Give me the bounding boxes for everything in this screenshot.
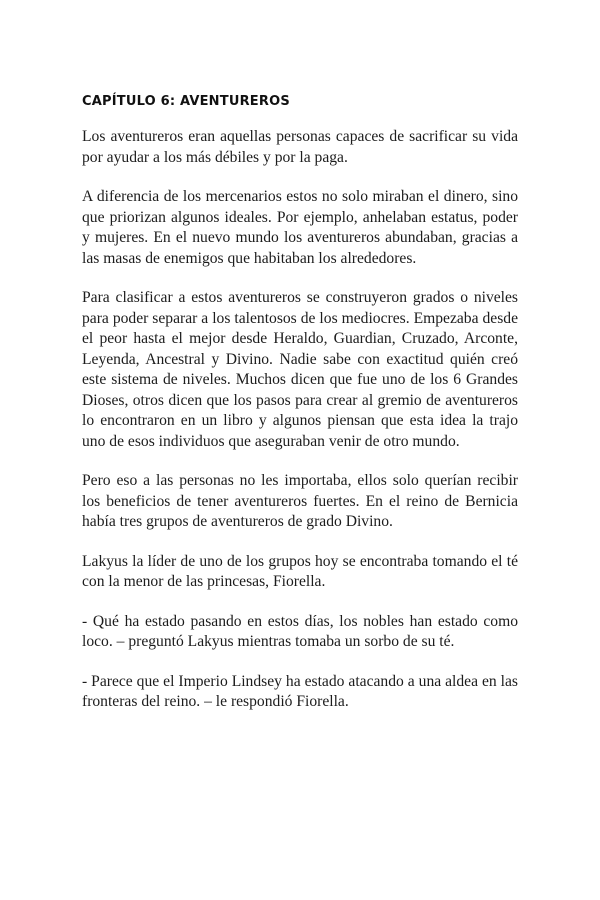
paragraph: Lakyus la líder de uno de los grupos hoy se encontraba tomando el té con la menor de las princesas, Fiorella. <box>82 552 518 590</box>
dialogue-paragraph: - Qué ha estado pasando en estos días, los nobles han estado como loco. – preguntó Lakyus mientras tomaba un sorbo de su té. <box>82 612 518 650</box>
paragraph: Los aventureros eran aquellas personas capaces de sacrificar su vida por ayudar a los más débiles y por la paga. <box>82 128 518 166</box>
paragraph: Pero eso a las personas no les importaba, ellos solo querían recibir los beneficios de tener aventureros fuertes. En el reino de Bernicia había tres grupos de aventureros de grado Divino. <box>82 472 518 530</box>
dialogue-paragraph: - Parece que el Imperio Lindsey ha estado atacando a una aldea en las fronteras del reino. – le respondió Fiorella. <box>82 672 518 710</box>
book-page <box>82 92 518 732</box>
paragraph: A diferencia de los mercenarios estos no solo miraban el dinero, sino que priorizan algunos ideales. Por ejemplo, anhelaban estatus, poder y mujeres. En el nuevo mundo los aventureros abundaban, gracias a las masas de enemigos que habitaban los alrededores. <box>82 188 518 267</box>
chapter-title: CAPÍTULO 6: AVENTUREROS <box>82 94 290 109</box>
paragraph: Para clasificar a estos aventureros se construyeron grados o niveles para poder separar a los talentosos de los mediocres. Empezaba desde el peor hasta el mejor desde Heraldo, Guardian, Cruzado, Arconte, Leyenda, Ancestral y Divino. Nadie sabe con exactitud quién creó este sistema de niveles. Muchos dicen que fue uno de los 6 Grandes Dioses, otros dicen que los pasos para crear al gremio de aventureros lo encontraron en un libro y algunos piensan que esta idea la trajo uno de esos individuos que aseguraban venir de otro mundo. <box>82 289 518 450</box>
